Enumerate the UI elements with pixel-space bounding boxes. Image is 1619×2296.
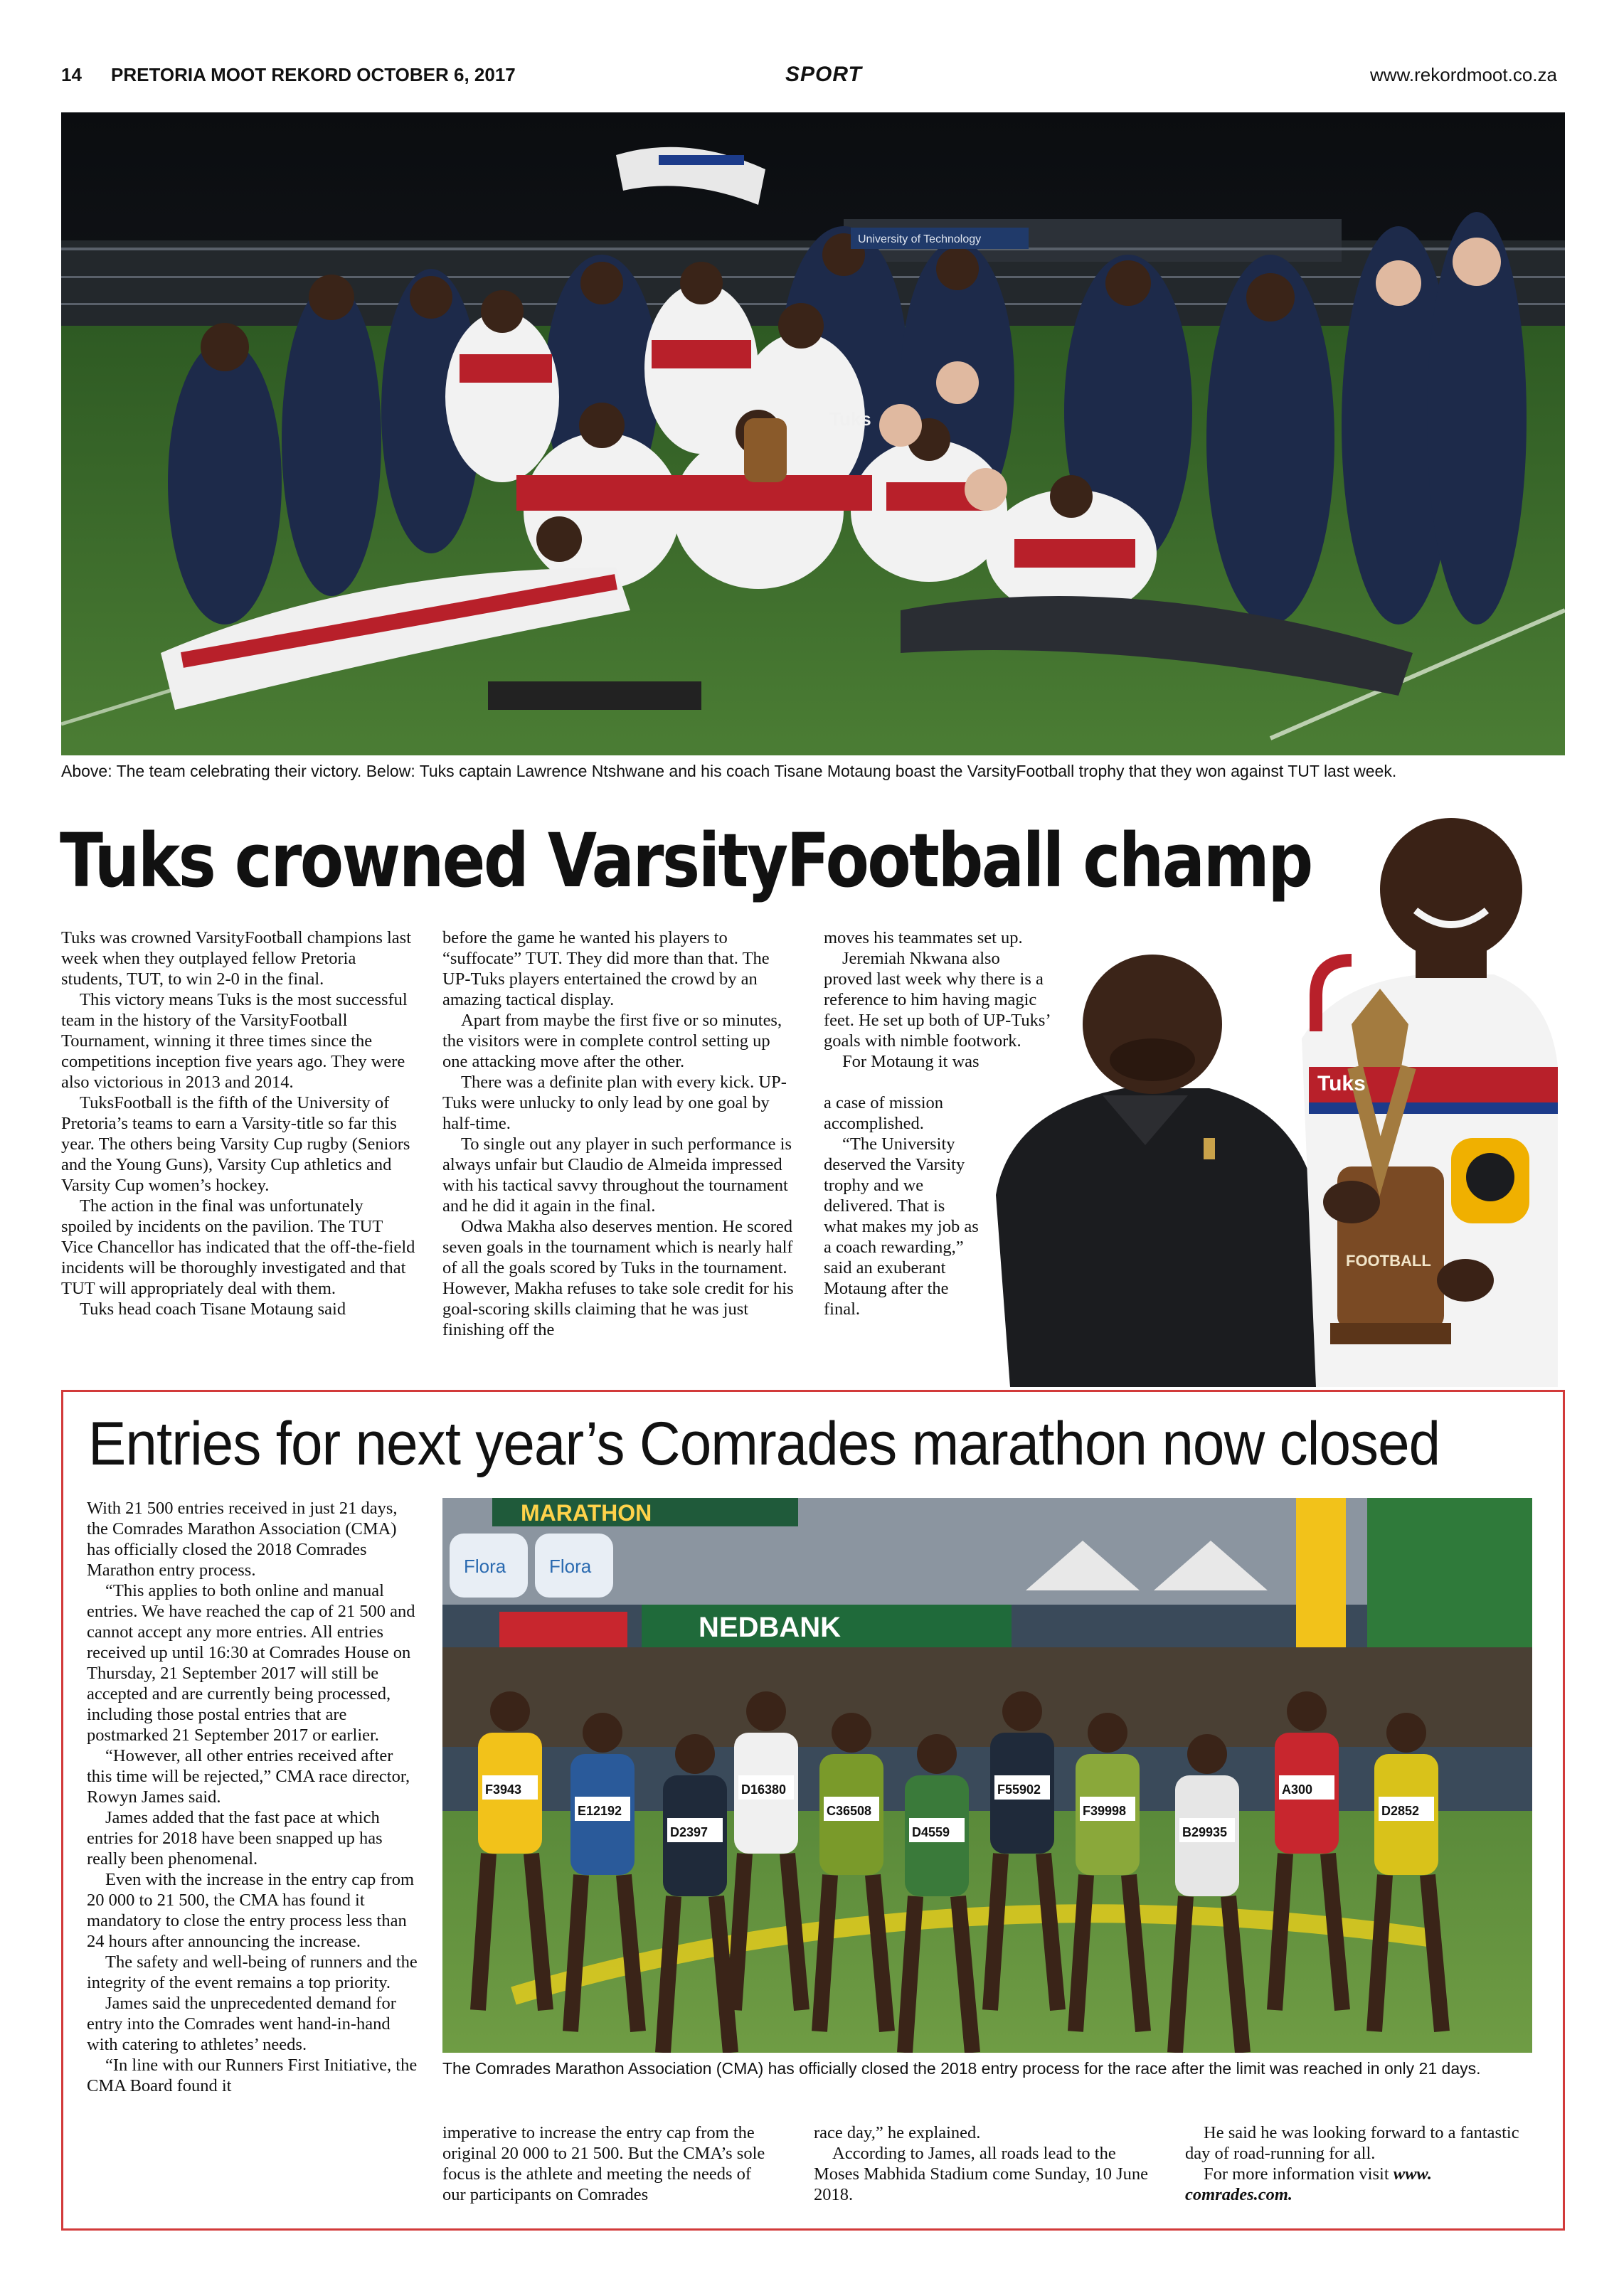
paragraph: moves his teammates set up. xyxy=(824,928,1023,947)
paragraph: “In line with our Runners First Initiative, the CMA Board found it xyxy=(87,2056,418,2095)
paragraph: With 21 500 entries received in just 21 days, the Comrades Marathon Association (CMA) has officially closed the 2018 Comrades Marathon entry process. xyxy=(87,1499,398,1580)
publication-dateline: PRETORIA MOOT REKORD OCTOBER 6, 2017 xyxy=(111,64,516,85)
paragraph: The safety and well-being of runners and the integrity of the event remains a top priority. xyxy=(87,1952,418,1992)
stadium-banner-text: University of Technology xyxy=(858,233,982,245)
paragraph: Odwa Makha also deserves mention. He scored seven goals in the tournament which is nearly half of all the goals scored by Tuks in the tournament. However, Makha refuses to take sole credit for his goal-scoring skills claiming that he was just finishing off the xyxy=(442,1217,794,1339)
flora-sign-2: Flora xyxy=(549,1556,592,1577)
captain-shirt-print: Tuks xyxy=(1317,1072,1366,1095)
website: www.rekordmoot.co.za xyxy=(1370,64,1557,85)
marathon-banner: MARATHON xyxy=(521,1500,652,1526)
paragraph: For Motaung it was xyxy=(842,1052,980,1071)
article1-headline: Tuks crowned VarsityFootball champ xyxy=(60,817,1312,904)
paragraph: a case of mission accomplished. xyxy=(824,1093,944,1133)
article2-column-1 xyxy=(87,1498,421,2096)
race-bib-number: D4559 xyxy=(912,1825,950,1839)
paragraph: There was a definite plan with every kick. UP-Tuks were unlucky to only lead by one goal by half-time. xyxy=(442,1073,787,1133)
team-celebration-photo xyxy=(61,112,1565,755)
paragraph: To single out any player in such performance is always unfair but Claudio de Almeida impressed with his tactical savvy throughout the tournament and he did it again in the final. xyxy=(442,1134,792,1216)
jersey-print: Tuks xyxy=(829,408,871,430)
trophy-engraving: FOOTBALL xyxy=(1346,1252,1431,1270)
race-bib-number: F55902 xyxy=(997,1782,1041,1797)
paragraph: “However, all other entries received after this time will be rejected,” CMA race director, Rowyn James said. xyxy=(87,1746,410,1807)
article1-column-2 xyxy=(442,928,798,1340)
paragraph: James said the unprecedented demand for entry into the Comrades went hand-in-hand with catering to athletes’ needs. xyxy=(87,1994,396,2054)
article1-column-1 xyxy=(61,928,417,1319)
article2-column-3 xyxy=(814,2122,1148,2205)
comrades-website-link[interactable]: www. comrades.com. xyxy=(1185,2164,1432,2204)
paragraph: This victory means Tuks is the most successful team in the history of the VarsityFootball Tournament, winning it three times since the competitions inception five years ago. They were also victorious in 2013 and 2014. xyxy=(61,990,408,1092)
race-bib-number: B29935 xyxy=(1182,1825,1228,1839)
paragraph: imperative to increase the entry cap from the original 20 000 to 21 500. But the CMA’s sole focus is the athlete and meeting the needs of our participants on Comrades xyxy=(442,2123,765,2204)
race-bib-number: C36508 xyxy=(827,1804,872,1818)
paragraph: Even with the increase in the entry cap from 20 000 to 21 500, the CMA has found it mandatory to close the entry process less than 24 hours after announcing the increase. xyxy=(87,1870,415,1951)
paragraph: Jeremiah Nkwana also proved last week why there is a reference to him having magic feet. He set up both of UP-Tuks’ goals with nimble footwork. xyxy=(824,949,1050,1051)
comrades-photo-caption: The Comrades Marathon Association (CMA) has officially closed the 2018 entry process for the race after the limit was reached in only 21 days. xyxy=(442,2059,1481,2078)
paragraph: “The University deserved the Varsity trophy and we delivered. That is what makes my job as a coach rewarding,” said an exuberant Motaung after the final. xyxy=(824,1134,979,1319)
race-bib-number: D2397 xyxy=(670,1825,708,1839)
race-bib-number: D2852 xyxy=(1381,1804,1420,1818)
article2-column-2 xyxy=(442,2122,777,2205)
paragraph: race day,” he explained. xyxy=(814,2123,981,2142)
coach-captain-trophy-photo xyxy=(982,768,1565,1387)
article2-headline: Entries for next year’s Comrades marathon now closed xyxy=(88,1410,1440,1478)
comrades-finish-photo xyxy=(442,1498,1532,2053)
race-bib-number: F3943 xyxy=(485,1782,522,1797)
section-label: SPORT xyxy=(785,63,862,86)
paragraph: Tuks head coach Tisane Motaung said xyxy=(80,1300,346,1319)
nedbank-banner: NEDBANK xyxy=(699,1612,841,1643)
race-bib-number: D16380 xyxy=(741,1782,787,1797)
paragraph: James added that the fast pace at which entries for 2018 have been snapped up has really been phenomenal. xyxy=(87,1808,383,1869)
flora-sign-1: Flora xyxy=(464,1556,506,1577)
paragraph: Tuks was crowned VarsityFootball champions last week when they outplayed fellow Pretoria students, TUT, to win 2-0 in the final. xyxy=(61,928,412,989)
paragraph: “This applies to both online and manual entries. We have reached the cap of 21 500 and cannot accept any more entries. All entries received up until 16:30 at Comrades House on Thursday, 21 September 2017 will still be accepted and are currently being processed, including those postal entries that are postmarked 21 September 2017 or earlier. xyxy=(87,1581,415,1745)
paragraph: For more information visit xyxy=(1204,2164,1389,2184)
paragraph: The action in the final was unfortunately spoiled by incidents on the pavilion. The TUT Vice Chancellor has indicated that the off-the-field incidents will be thoroughly investigated and that TUT will appropriately deal with them. xyxy=(61,1196,415,1298)
race-bib-number: E12192 xyxy=(578,1804,622,1818)
race-bib-number: F39998 xyxy=(1083,1804,1127,1818)
paragraph: He said he was looking forward to a fantastic day of road-running for all. xyxy=(1185,2123,1519,2163)
top-photo-caption: Above: The team celebrating their victory. Below: Tuks captain Lawrence Ntshwane and his coach Tisane Motaung boast the VarsityFootball trophy that they won against TUT last week. xyxy=(61,762,1397,780)
paragraph: According to James, all roads lead to the Moses Mabhida Stadium come Sunday, 10 June 2018. xyxy=(814,2144,1148,2204)
article2-column-4 xyxy=(1185,2122,1519,2205)
page-number: 14 xyxy=(61,64,82,85)
race-bib-number: A300 xyxy=(1282,1782,1313,1797)
paragraph: Apart from maybe the first five or so minutes, the visitors were in complete control setting up one attacking move after the other. xyxy=(442,1011,782,1071)
paragraph: TuksFootball is the fifth of the University of Pretoria’s teams to earn a Varsity-title so far this year. The others being Varsity Cup rugby (Seniors and the Young Guns), Varsity Cup athletics and Varsity Cup women’s hockey. xyxy=(61,1093,410,1195)
paragraph: before the game he wanted his players to “suffocate” TUT. They did more than that. The UP-Tuks players entertained the crowd by an amazing tactical display. xyxy=(442,928,770,1009)
article1-column-3-wrap xyxy=(824,1093,980,1319)
